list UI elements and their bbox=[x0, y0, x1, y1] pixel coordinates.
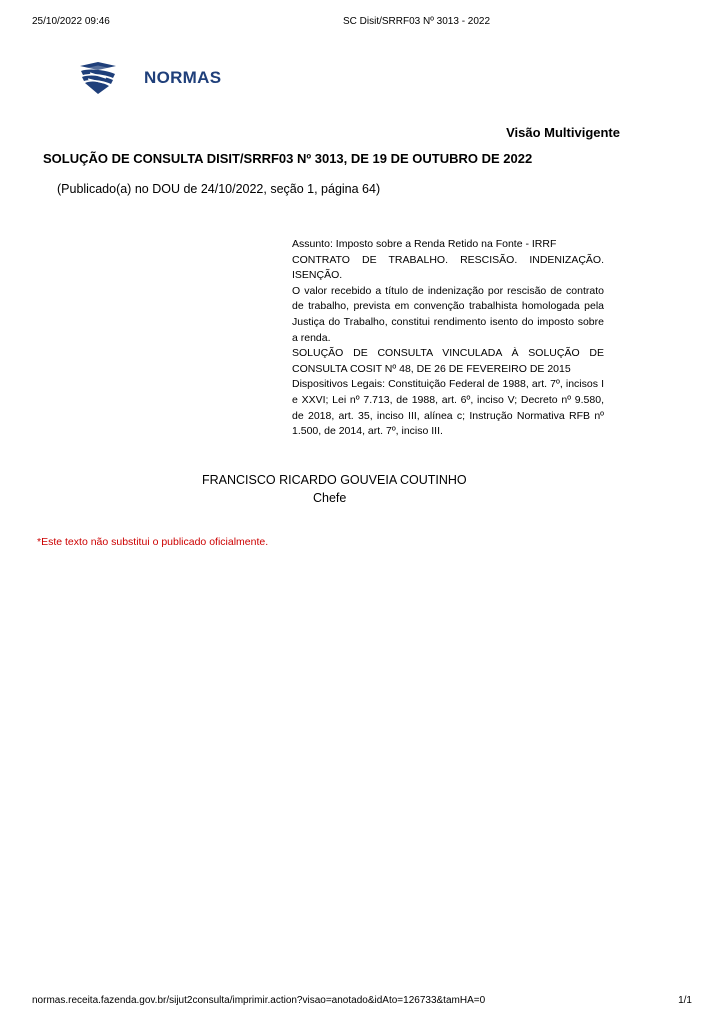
signer-name: FRANCISCO RICARDO GOUVEIA COUTINHO bbox=[202, 473, 467, 487]
ementa-summary: O valor recebido a título de indenização por rescisão de contrato de trabalho, prevista em convenção trabalhista homologada pela Justiça do Trabalho, constitui rendimento isento do imposto sobre a renda. bbox=[292, 284, 604, 344]
ementa-keywords: CONTRATO DE TRABALHO. RESCISÃO. INDENIZAÇÃO. ISENÇÃO. bbox=[292, 253, 604, 282]
print-header-datetime: 25/10/2022 09:46 bbox=[32, 16, 110, 27]
ementa-vinculada: SOLUÇÃO DE CONSULTA VINCULADA À SOLUÇÃO DE CONSULTA COSIT Nº 48, DE 26 DE FEVEREIRO DE 2015 bbox=[292, 347, 604, 375]
brand-header bbox=[78, 60, 221, 96]
print-footer-url: normas.receita.fazenda.gov.br/sijut2consulta/imprimir.action?visao=anotado&idAto=126733&tamHA=0 bbox=[32, 995, 486, 1006]
ementa-block bbox=[292, 237, 604, 440]
disclaimer-note: *Este texto não substitui o publicado oficialmente. bbox=[37, 536, 269, 548]
view-mode-label: Visão Multivigente bbox=[506, 125, 620, 140]
ementa-dispositivos: Dispositivos Legais: Constituição Federal de 1988, art. 7º, incisos I e XXVI; Lei nº 7.713, de 1988, art. 6º, inciso V; Decreto nº 9.580, de 2018, art. 35, inciso III, alínea c; Instrução Normativa RFB nº 1.500, de 2014, art. 7º, inciso III. bbox=[292, 378, 604, 438]
document-title: SOLUÇÃO DE CONSULTA DISIT/SRRF03 Nº 3013, DE 19 DE OUTUBRO DE 2022 bbox=[43, 151, 533, 166]
print-header-title: SC Disit/SRRF03 Nº 3013 - 2022 bbox=[343, 16, 491, 27]
publication-info: (Publicado(a) no DOU de 24/10/2022, seção 1, página 64) bbox=[57, 182, 381, 196]
ementa-assunto: Assunto: Imposto sobre a Renda Retido na Fonte - IRRF bbox=[292, 238, 557, 250]
receita-federal-logo-icon bbox=[78, 60, 118, 96]
signer-role: Chefe bbox=[313, 491, 347, 505]
print-footer-page-number: 1/1 bbox=[678, 995, 692, 1006]
brand-name: NORMAS bbox=[144, 68, 222, 87]
